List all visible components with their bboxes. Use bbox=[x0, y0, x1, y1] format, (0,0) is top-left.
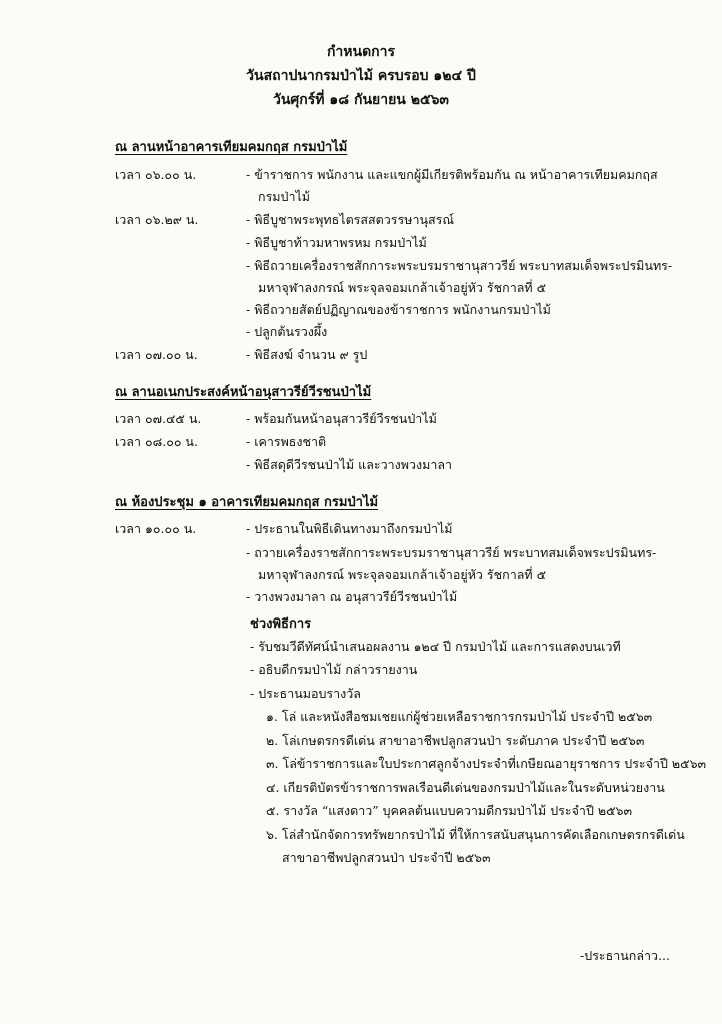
schedule-time: เวลา ๐๗.๐๐ น. bbox=[115, 347, 198, 362]
award-item: ๕. รางวัล “แสงดาว” บุคคลต้นแบบความดีกรมป่าไม้ ประจำปี ๒๕๖๓ bbox=[266, 803, 633, 818]
award-item: ๖. โล่สำนักจัดการทรัพยากรป่าไม้ ที่ให้การสนับสนุนการคัดเลือกเกษตรกรดีเด่น bbox=[266, 827, 685, 842]
schedule-item: - ถวายเครื่องราชสักการะพระบรมราชานุสาวรีย์ พระบาทสมเด็จพระปรมินทร- bbox=[246, 545, 657, 560]
schedule-item: - พร้อมกันหน้าอนุสาวรีย์วีรชนป่าไม้ bbox=[246, 411, 437, 426]
schedule-time: เวลา ๐๗.๔๕ น. bbox=[115, 411, 202, 426]
schedule-item-continued: มหาจุฬาลงกรณ์ พระจุลจอมเกล้าเจ้าอยู่หัว รัชกาลที่ ๕ bbox=[258, 567, 547, 582]
schedule-item: - พิธีถวายเครื่องราชสักการะพระบรมราชานุสาวรีย์ พระบาทสมเด็จพระปรมินทร- bbox=[246, 258, 673, 273]
doc-date: วันศุกร์ที่ ๑๘ กันยายน ๒๕๖๓ bbox=[272, 92, 450, 108]
schedule-item: - วางพวงมาลา ณ อนุสาวรีย์วีรชนป่าไม้ bbox=[246, 589, 458, 604]
ceremony-item: - ประธานมอบรางวัล bbox=[250, 686, 361, 701]
award-item: ๑. โล่ และหนังสือชมเชยแก่ผู้ช่วยเหลือราชการกรมป่าไม้ ประจำปี ๒๕๖๓ bbox=[266, 709, 653, 724]
schedule-item-continued: มหาจุฬาลงกรณ์ พระจุลจอมเกล้าเจ้าอยู่หัว รัชกาลที่ ๕ bbox=[258, 280, 547, 295]
award-item-continued: สาขาอาชีพปลูกสวนป่า ประจำปี ๒๕๖๓ bbox=[282, 850, 491, 865]
schedule-time: เวลา ๐๖.๒๙ น. bbox=[115, 212, 199, 227]
section-heading-2: ณ ลานอเนกประสงค์หน้าอนุสาวรีย์วีรชนป่าไม้ bbox=[115, 385, 372, 400]
section-heading-3: ณ ห้องประชุม ๑ อาคารเทียมคมกฤส กรมป่าไม้ bbox=[115, 495, 379, 510]
schedule-time: เวลา ๐๘.๐๐ น. bbox=[115, 434, 198, 449]
ceremony-item: - รับชมวีดีทัศน์นำเสนอผลงาน ๑๒๔ ปี กรมป่าไม้ และการแสดงบนเวที bbox=[250, 639, 621, 654]
schedule-time: เวลา ๐๖.๐๐ น. bbox=[115, 167, 197, 182]
award-item: ๔. เกียรติบัตรข้าราชการพลเรือนดีเด่นของกรมป่าไม้และในระดับหน่วยงาน bbox=[266, 780, 665, 795]
schedule-item: - พิธีสดุดีวีรชนป่าไม้ และวางพวงมาลา bbox=[246, 457, 453, 472]
doc-subtitle: วันสถาปนากรมป่าไม้ ครบรอบ ๑๒๔ ปี bbox=[246, 68, 476, 84]
schedule-item: - ประธานในพิธีเดินทางมาถึงกรมป่าไม้ bbox=[246, 521, 453, 536]
schedule-item: - พิธีสงฆ์ จำนวน ๙ รูป bbox=[246, 347, 368, 362]
schedule-item: - เคารพธงชาติ bbox=[246, 434, 327, 449]
ceremony-item: - อธิบดีกรมป่าไม้ กล่าวรายงาน bbox=[250, 662, 418, 677]
continuation-note: -ประธานกล่าว... bbox=[580, 948, 670, 963]
ceremony-subheading: ช่วงพิธีการ bbox=[250, 617, 312, 632]
schedule-item: - ข้าราชการ พนักงาน และแขกผู้มีเกียรติพร้อมกัน ณ หน้าอาคารเทียมคมกฤส bbox=[246, 167, 658, 182]
section-heading-1: ณ ลานหน้าอาคารเทียมคมกฤส กรมป่าไม้ bbox=[115, 140, 348, 155]
schedule-item: - พิธีถวายสัตย์ปฏิญาณของข้าราชการ พนักงานกรมป่าไม้ bbox=[246, 302, 551, 317]
schedule-item: - พิธีบูชาท้าวมหาพรหม กรมป่าไม้ bbox=[246, 235, 427, 250]
award-item: ๒. โล่เกษตรกรดีเด่น สาขาอาชีพปลูกสวนป่า ระดับภาค ประจำปี ๒๕๖๓ bbox=[266, 733, 645, 748]
schedule-item: - ปลูกต้นรวงผึ้ง bbox=[246, 324, 328, 339]
award-item: ๓. โล่ข้าราชการและใบประกาศลูกจ้างประจำที่เกษียณอายุราชการ ประจำปี ๒๕๖๓ bbox=[266, 756, 707, 771]
doc-title: กำหนดการ bbox=[326, 44, 396, 60]
schedule-time: เวลา ๑๐.๐๐ น. bbox=[115, 521, 197, 536]
schedule-item: - พิธีบูชาพระพุทธไตรสสตวรรษานุสรณ์ bbox=[246, 212, 454, 227]
schedule-item-continued: กรมป่าไม้ bbox=[258, 189, 311, 204]
